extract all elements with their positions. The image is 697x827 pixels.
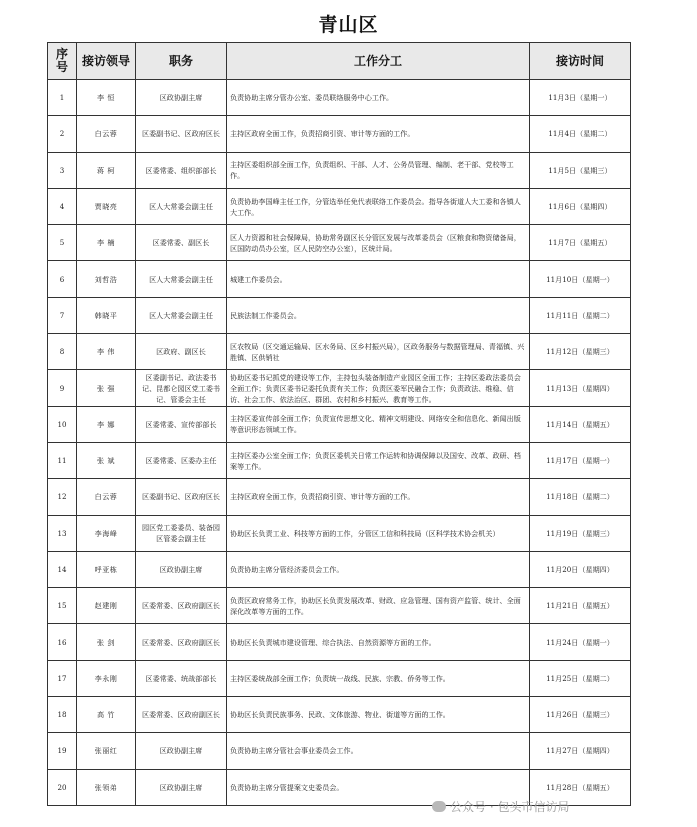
leader-position: 区委副书记、区政府区长 xyxy=(136,116,227,152)
row-number: 9 xyxy=(48,370,77,406)
leader-position: 区委常委、宣传部部长 xyxy=(136,406,227,442)
leader-position: 区委常委、区政府副区长 xyxy=(136,697,227,733)
reception-time: 11月11日（星期二） xyxy=(530,297,631,333)
row-number: 14 xyxy=(48,551,77,587)
leader-name: 高 竹 xyxy=(77,697,136,733)
header-duty: 工作分工 xyxy=(227,43,530,80)
leader-position: 区委常委、区政府副区长 xyxy=(136,624,227,660)
duty-description: 负责协助李国峰主任工作，分管选举任免代表联络工作委员会。指导各街道人大工委和各镇人大工作。 xyxy=(227,188,530,224)
duty-description: 负责区政府常务工作，协助区长负责发展改革、财政、应急管理、国有资产监管、统计、全面深化改革等方面的工作。 xyxy=(227,588,530,624)
row-number: 4 xyxy=(48,188,77,224)
reception-time: 11月7日（星期五） xyxy=(530,225,631,261)
leader-name: 李 楠 xyxy=(77,225,136,261)
leader-position: 区委常委、组织部部长 xyxy=(136,152,227,188)
duty-description: 主持区政府全面工作，负责招商引资、审计等方面的工作。 xyxy=(227,116,530,152)
reception-time: 11月13日（星期四） xyxy=(530,370,631,406)
table-row xyxy=(48,188,631,224)
table-row xyxy=(48,551,631,587)
row-number: 18 xyxy=(48,697,77,733)
duty-description: 协助区委书记抓党的建设等工作，主持包头装备制造产业园区全面工作；主持区委政法委员会全面工作；负责区委书记委托负责有关工作；负责区委军民融合工作；负责政法、维稳、信访、社会工作、依法治区、群团、农村和乡村振兴、教育等工作。 xyxy=(227,370,530,406)
leader-position: 区委常委、统战部部长 xyxy=(136,660,227,696)
reception-time: 11月26日（星期三） xyxy=(530,697,631,733)
reception-time: 11月17日（星期一） xyxy=(530,442,631,478)
leader-position: 区政协副主席 xyxy=(136,769,227,805)
reception-time: 11月5日（星期三） xyxy=(530,152,631,188)
leader-name: 张 强 xyxy=(77,370,136,406)
reception-time: 11月20日（星期四） xyxy=(530,551,631,587)
duty-description: 负责协助主席分管办公室、委员联络服务中心工作。 xyxy=(227,80,530,116)
reception-time: 11月10日（星期一） xyxy=(530,261,631,297)
row-number: 20 xyxy=(48,769,77,805)
duty-description: 负责协助主席分管社会事业委员会工作。 xyxy=(227,733,530,769)
leader-position: 园区党工委委员、装备园区管委会副主任 xyxy=(136,515,227,551)
reception-time: 11月19日（星期三） xyxy=(530,515,631,551)
leader-name: 赵建刚 xyxy=(77,588,136,624)
table-row xyxy=(48,152,631,188)
row-number: 15 xyxy=(48,588,77,624)
duty-description: 主持区委统战部全面工作；负责统一战线、民族、宗教、侨务等工作。 xyxy=(227,660,530,696)
duty-description: 民族法制工作委员会。 xyxy=(227,297,530,333)
leader-name: 张领弟 xyxy=(77,769,136,805)
reception-time: 11月3日（星期一） xyxy=(530,80,631,116)
reception-time: 11月14日（星期五） xyxy=(530,406,631,442)
duty-description: 主持区委组织部全面工作，负责组织、干部、人才、公务员管理、编制、老干部、党校等工作。 xyxy=(227,152,530,188)
table-row xyxy=(48,334,631,370)
leader-position: 区委常委、区委办主任 xyxy=(136,442,227,478)
row-number: 12 xyxy=(48,479,77,515)
duty-description: 负责协助主席分管提案文史委员会。 xyxy=(227,769,530,805)
header-leader: 接访领导 xyxy=(77,43,136,80)
leader-name: 韩晓平 xyxy=(77,297,136,333)
table-row xyxy=(48,297,631,333)
duty-description: 协助区长负责工业、科技等方面的工作，分管区工信和科技局（区科学技术协会机关） xyxy=(227,515,530,551)
leader-position: 区人大常委会副主任 xyxy=(136,188,227,224)
row-number: 7 xyxy=(48,297,77,333)
leader-position: 区委副书记、政法委书记、昆都仑园区党工委书记、管委会主任 xyxy=(136,370,227,406)
leader-position: 区人大常委会副主任 xyxy=(136,297,227,333)
table-row xyxy=(48,588,631,624)
leader-name: 贾晓亮 xyxy=(77,188,136,224)
duty-description: 负责协助主席分管经济委员会工作。 xyxy=(227,551,530,587)
table-row xyxy=(48,80,631,116)
table-row xyxy=(48,225,631,261)
row-number: 3 xyxy=(48,152,77,188)
table-row xyxy=(48,479,631,515)
table-row xyxy=(48,697,631,733)
header-no: 序号 xyxy=(48,43,77,80)
leader-name: 张丽红 xyxy=(77,733,136,769)
duty-description: 主持区政府全面工作，负责招商引资、审计等方面的工作。 xyxy=(227,479,530,515)
row-number: 6 xyxy=(48,261,77,297)
leader-name: 李永刚 xyxy=(77,660,136,696)
reception-time: 11月28日（星期五） xyxy=(530,769,631,805)
table-row xyxy=(48,406,631,442)
leader-position: 区政协副主席 xyxy=(136,551,227,587)
reception-time: 11月4日（星期二） xyxy=(530,116,631,152)
table-row xyxy=(48,442,631,478)
reception-time: 11月12日（星期三） xyxy=(530,334,631,370)
leader-name: 张 剑 xyxy=(77,624,136,660)
reception-time: 11月6日（星期四） xyxy=(530,188,631,224)
table-row xyxy=(48,116,631,152)
row-number: 16 xyxy=(48,624,77,660)
reception-time: 11月18日（星期二） xyxy=(530,479,631,515)
leader-name: 李 恒 xyxy=(77,80,136,116)
leader-position: 区人大常委会副主任 xyxy=(136,261,227,297)
leader-name: 李 伟 xyxy=(77,334,136,370)
watermark xyxy=(432,798,569,815)
row-number: 10 xyxy=(48,406,77,442)
table-row xyxy=(48,733,631,769)
table-header-row xyxy=(48,43,631,80)
row-number: 11 xyxy=(48,442,77,478)
reception-time: 11月27日（星期四） xyxy=(530,733,631,769)
header-position: 职务 xyxy=(136,43,227,80)
duty-description: 主持区委办公室全面工作；负责区委机关日常工作运转和协调保障以及国安、改革、政研、档案等工作。 xyxy=(227,442,530,478)
leader-name: 呼亚栋 xyxy=(77,551,136,587)
wechat-icon xyxy=(432,801,446,812)
duty-description: 城建工作委员会。 xyxy=(227,261,530,297)
duty-description: 协助区长负责民族事务、民政、文体旅游、物业、街道等方面的工作。 xyxy=(227,697,530,733)
reception-time: 11月21日（星期五） xyxy=(530,588,631,624)
reception-time: 11月24日（星期一） xyxy=(530,624,631,660)
table-row xyxy=(48,660,631,696)
table-row xyxy=(48,261,631,297)
leader-position: 区政协副主席 xyxy=(136,80,227,116)
row-number: 1 xyxy=(48,80,77,116)
reception-time: 11月25日（星期二） xyxy=(530,660,631,696)
header-time: 接访时间 xyxy=(530,43,631,80)
leader-name: 张 斌 xyxy=(77,442,136,478)
table-row xyxy=(48,624,631,660)
reception-schedule-table xyxy=(47,42,631,806)
duty-description: 协助区长负责城市建设管理、综合执法、自然资源等方面的工作。 xyxy=(227,624,530,660)
leader-position: 区委常委、区政府副区长 xyxy=(136,588,227,624)
watermark-text: 公众号 · 包头市信访局 xyxy=(450,800,570,814)
duty-description: 区农牧局（区交通运输局、区水务局、区乡村振兴局），区政务服务与数据管理局、青福镇、兴胜镇、区供销社 xyxy=(227,334,530,370)
duty-description: 主持区委宣传部全面工作；负责宣传思想文化、精神文明建设、网络安全和信息化、新闻出版等意识形态领域工作。 xyxy=(227,406,530,442)
table-row xyxy=(48,370,631,406)
table-row xyxy=(48,515,631,551)
leader-name: 蒋 柯 xyxy=(77,152,136,188)
leader-name: 李 娜 xyxy=(77,406,136,442)
row-number: 17 xyxy=(48,660,77,696)
leader-position: 区政府、副区长 xyxy=(136,334,227,370)
leader-name: 白云蓉 xyxy=(77,116,136,152)
leader-name: 白云蓉 xyxy=(77,479,136,515)
leader-position: 区委副书记、区政府区长 xyxy=(136,479,227,515)
row-number: 5 xyxy=(48,225,77,261)
leader-position: 区政协副主席 xyxy=(136,733,227,769)
duty-description: 区人力资源和社会保障局，协助常务副区长分管区发展与改革委员会（区粮食和物资储备局，区国防动员办公室，区人民防空办公室），区统计局。 xyxy=(227,225,530,261)
row-number: 2 xyxy=(48,116,77,152)
leader-position: 区委常委、副区长 xyxy=(136,225,227,261)
leader-name: 刘哲浩 xyxy=(77,261,136,297)
page-title: 青山区 xyxy=(318,14,379,36)
row-number: 8 xyxy=(48,334,77,370)
row-number: 19 xyxy=(48,733,77,769)
row-number: 13 xyxy=(48,515,77,551)
leader-name: 李海峰 xyxy=(77,515,136,551)
